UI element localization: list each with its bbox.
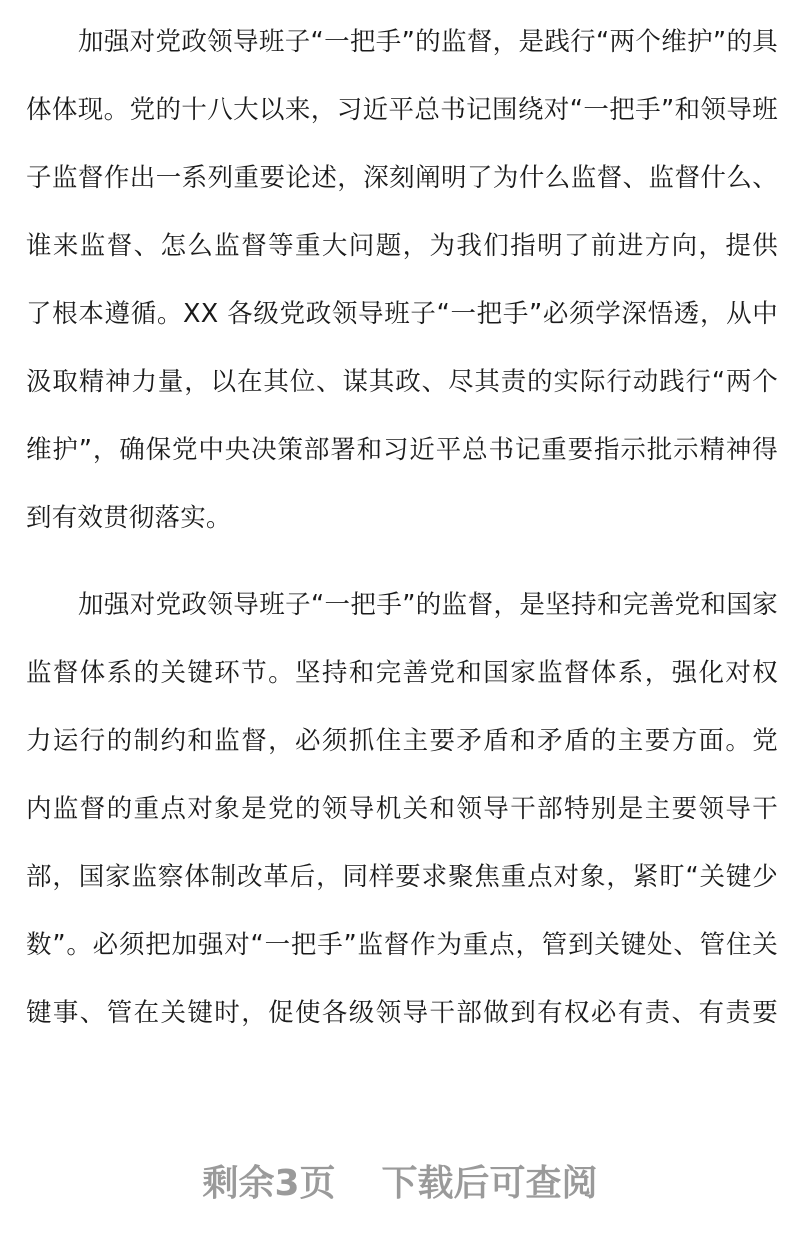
paragraph1-line-8: 到有效贯彻落实。 <box>26 503 232 533</box>
paragraph1-line-2: 体体现。党的十八大以来，习近平总书记围绕对“一把手”和领导班 <box>26 95 778 125</box>
paragraph1-line-4: 谁来监督、怎么监督等重大问题，为我们指明了前进方向，提供 <box>26 231 778 261</box>
paragraph2-line-2: 监督体系的关键环节。坚持和完善党和国家监督体系，强化对权 <box>26 658 778 688</box>
paragraph2-line-1: 加强对党政领导班子“一把手”的监督，是坚持和完善党和国家 <box>78 590 778 620</box>
paragraph2-line-7: 键事、管在关键时，促使各级领导干部做到有权必有责、有责要 <box>26 998 778 1028</box>
download-to-view-label: 下载后可查阅 <box>381 1163 598 1204</box>
paragraph2-line-6: 数”。必须把加强对“一把手”监督作为重点，管到关键处、管住关 <box>26 930 778 960</box>
paragraph1-line-3: 子监督作出一系列重要论述，深刻阐明了为什么监督、监督什么、 <box>26 163 778 193</box>
paragraph2-line-4: 内监督的重点对象是党的领导机关和领导干部特别是主要领导干 <box>26 794 778 824</box>
download-prompt[interactable] <box>0 1155 800 1206</box>
paragraph1-line-5: 了根本遵循。XX 各级党政领导班子“一把手”必须学深悟透，从中 <box>26 299 778 329</box>
paragraph2-line-5: 部，国家监察体制改革后，同样要求聚焦重点对象，紧盯“关键少 <box>26 862 778 892</box>
paragraph1-line-6: 汲取精神力量，以在其位、谋其政、尽其责的实际行动践行“两个 <box>26 367 778 397</box>
remaining-pages-label: 剩余3页 <box>202 1163 336 1204</box>
paragraph1-line-7: 维护”，确保党中央决策部署和习近平总书记重要指示批示精神得 <box>26 435 778 465</box>
paragraph1-line-1: 加强对党政领导班子“一把手”的监督，是践行“两个维护”的具 <box>78 27 778 57</box>
paragraph2-line-3: 力运行的制约和监督，必须抓住主要矛盾和矛盾的主要方面。党 <box>26 726 778 756</box>
